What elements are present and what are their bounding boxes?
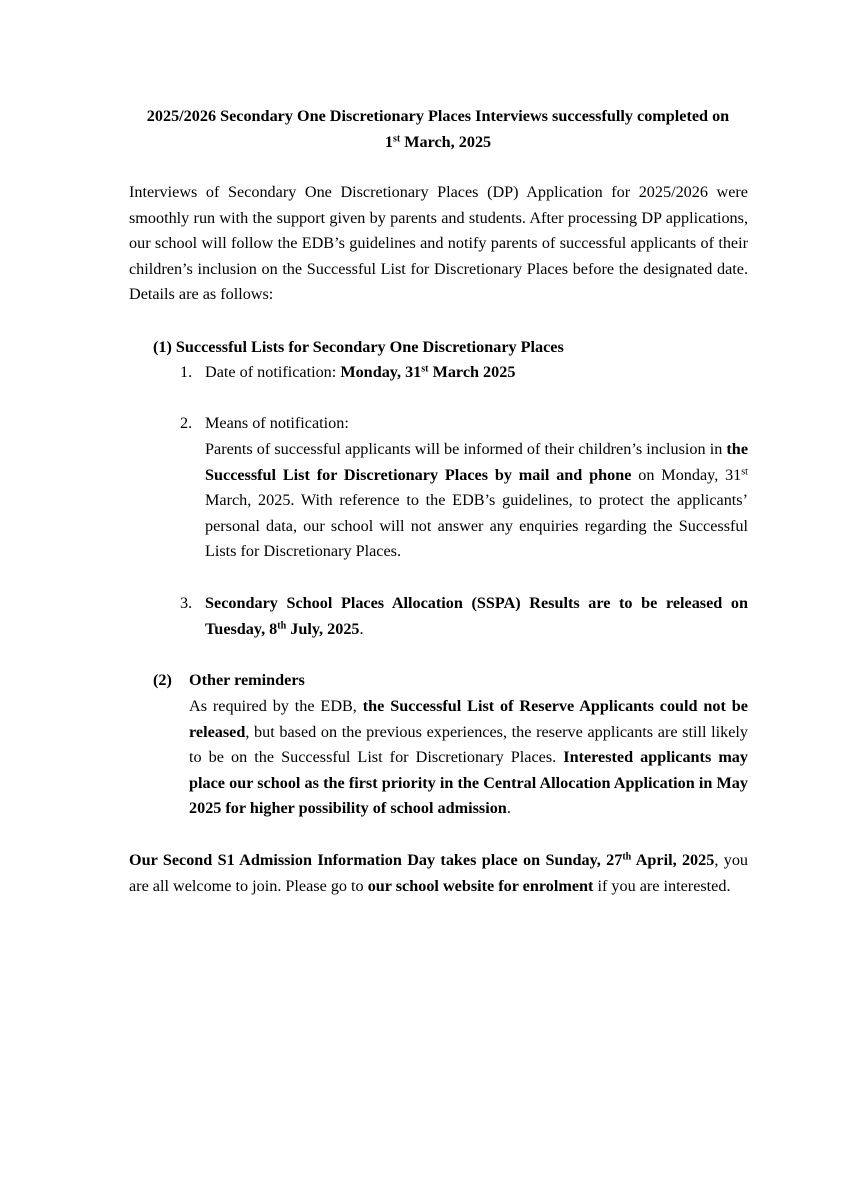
closing-paragraph: Our Second S1 Admission Information Day takes place on Sunday, 27th April, 2025, you are all welcome to join. Please go to our school website for enrolment if you are interested. <box>129 851 749 895</box>
item-2-label: Means of notification: <box>205 414 349 432</box>
section-2-body: As required by the EDB, the Successful List of Reserve Applicants could not be released, but based on the previous experiences, the reserve applicants are still likely to be on the Successful List for Discretionary Places. Interested applicants may place our school as the first priority in the Central Allocation Application in May 2025 for higher possibility of school admission. <box>189 697 748 818</box>
item-2-number: 2. <box>180 414 193 432</box>
item-2-body: Parents of successful applicants will be informed of their children’s inclusion in the Successful List for Discretionary Places by mail and phone on Monday, 31st March, 2025. With reference to the EDB’s guidelines, to protect the applicants’ personal data, our school will not answer any enquiries regarding the Successful Lists for Discretionary Places. <box>205 440 748 561</box>
title-line-2: 1st March, 2025 <box>384 132 492 151</box>
title-line-1: 2025/2026 Secondary One Discretionary Places Interviews successfully completed on <box>146 107 730 125</box>
section-1-heading: (1) Successful Lists for Secondary One Discretionary Places <box>153 338 564 356</box>
item-1-number: 1. <box>180 363 193 381</box>
item-3-text: Secondary School Places Allocation (SSPA) Results are to be released on Tuesday, 8th July, 2025. <box>205 594 748 638</box>
item-1-text: Date of notification: Monday, 31st March 2025 <box>205 363 516 381</box>
section-2-number: (2) <box>153 671 172 689</box>
item-3-number: 3. <box>180 594 193 612</box>
page-title <box>110 104 766 155</box>
intro-paragraph: Interviews of Secondary One Discretionary Places (DP) Application for 2025/2026 were smoothly run with the support given by parents and students. After processing DP applications, our school will follow the EDB’s guidelines and notify parents of successful applicants of their children’s inclusion on the Successful List for Discretionary Places before the designated date. Details are as follows: <box>129 183 748 304</box>
section-2-heading: Other reminders <box>189 671 305 689</box>
